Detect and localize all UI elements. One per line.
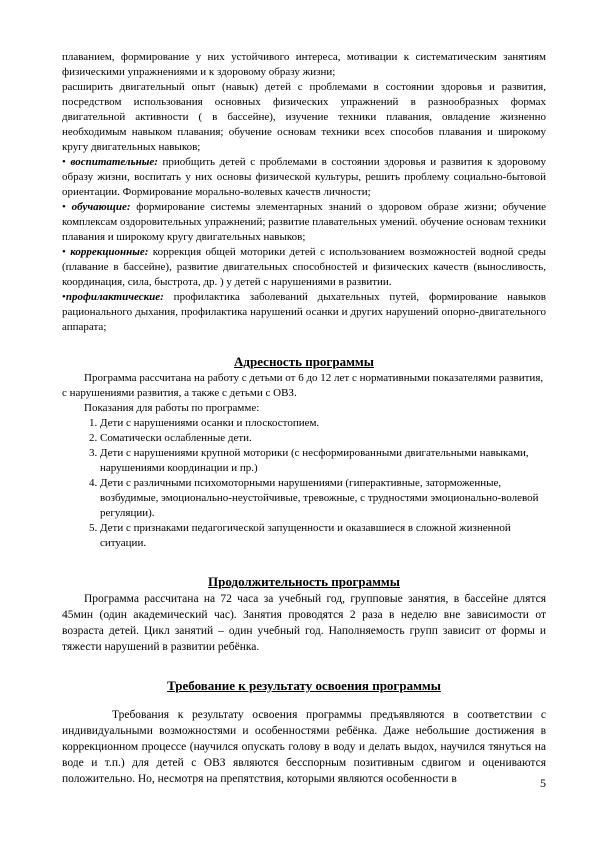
section-heading-address: Адресность программы <box>234 354 374 369</box>
list-item: 2. Соматически ослабленные дети. <box>100 431 546 446</box>
page-number: 5 <box>540 776 546 790</box>
bullet-item <box>62 200 546 245</box>
bullet-text: профилактика заболеваний дыхательных путей, формирование навыков рационального дыхания, профилактика нарушений осанки и других нарушений опорно-двигательного аппарата; <box>62 291 546 333</box>
bullet-item <box>62 155 546 200</box>
list-item: 3. Дети с нарушениями крупной моторики (с несформированными двигательными навыками, нарушениями координации и пр.) <box>100 446 546 476</box>
bullet-text: коррекция общей моторики детей с использованием возможностей водной среды (плавание в бассейне), развитие двигательных способностей и физических качеств (выносливость, координация, сила, быстрота, др. ) у детей с нарушениями в развитии. <box>62 246 547 288</box>
bullet-text: приобщить детей с проблемами в состоянии здоровья и развития к здоровому образу жизни, воспитать у них основы физической культуры, решить проблему социально-бытовой ориентации. Формирование морально-волевых качеств личности; <box>62 156 547 198</box>
bullet-item <box>62 290 546 335</box>
list-item: 5. Дети с признаками педагогической запущенности и оказавшиеся в сложной жизненной ситуации. <box>100 521 546 551</box>
list-item: 4. Дети с различными психомоторными нарушениями (гиперактивные, заторможенные, возбудимые, эмоционально-неустойчивые, тревожные, с трудностями эмоционально-волевой регуляции). <box>100 476 546 521</box>
bullet-label: воспитательные: <box>70 156 158 168</box>
list-item: 1. Дети с нарушениями осанки и плоскостопием. <box>100 416 546 431</box>
section-heading-requirements: Требование к результату освоения программы <box>167 678 441 693</box>
bullet-label: коррекционные: <box>70 246 149 258</box>
intro-paragraph-1: плаванием, формирование у них устойчивого интереса, мотивации к систематическим занятиям физическими упражнениями и к здоровому образу жизни; <box>62 51 546 78</box>
address-indications: Показания для работы по программе: <box>84 402 260 414</box>
bullet-marker: • <box>62 246 66 258</box>
bullet-label: обучающие: <box>71 201 131 213</box>
requirements-paragraph: Требования к результату освоения программы предъявляются в соответствии с индивидуальными возможностями и особенностями ребёнка. Даже небольшие достижения в коррекционном процессе (научился опускать голову в воду и делать выдох, научился тянуться на воде и т.п.) для детей с ОВЗ являются бесспорным позитивным сдвигом и оцениваются положительно. Но, несмотря на препятствия, которыми являются особенности в <box>62 709 546 785</box>
duration-paragraph: Программа рассчитана на 72 часа за учебный год, групповые занятия, в бассейне длятся 45мин (один академический час). Занятия проводятся 2 раза в неделю вне зависимости от возраста детей. Цикл занятий – один учебный год. Наполняемость групп зависит от формы и тяжести нарушений в развитии ребёнка. <box>62 593 546 653</box>
bullet-item <box>62 245 546 290</box>
bullet-label: профилактические: <box>65 291 164 303</box>
section-heading-duration: Продолжительность программы <box>208 574 400 589</box>
document-body <box>62 50 546 787</box>
bullet-marker: • <box>62 201 66 213</box>
address-paragraph: Программа рассчитана на работу с детьми от 6 до 12 лет с нормативными показателями развития, с нарушениями развития, а также с детьми с ОВЗ. <box>62 372 544 399</box>
intro-paragraph-2: расширить двигательный опыт (навык) детей с проблемами в состоянии здоровья и развития, посредством использования основных физических упражнений в разнообразных формах двигательной активности ( в бассейне), изучение техники плавания, овладение жизненно необходимым навыком плавания; обучение основам техники всех способов плавания и широкому кругу двигательных навыков; <box>62 81 546 153</box>
bullet-text: формирование системы элементарных знаний о здоровом образе жизни; обучение комплексам оздоровительных упражнений; развитие плавательных умений. обучение основам техники плавания и широкому кругу двигательных навыков; <box>62 201 546 243</box>
bullet-marker: • <box>62 156 66 168</box>
indications-list <box>62 416 546 551</box>
bullet-marker: • <box>62 291 66 303</box>
goals-bullet-list <box>62 155 546 335</box>
